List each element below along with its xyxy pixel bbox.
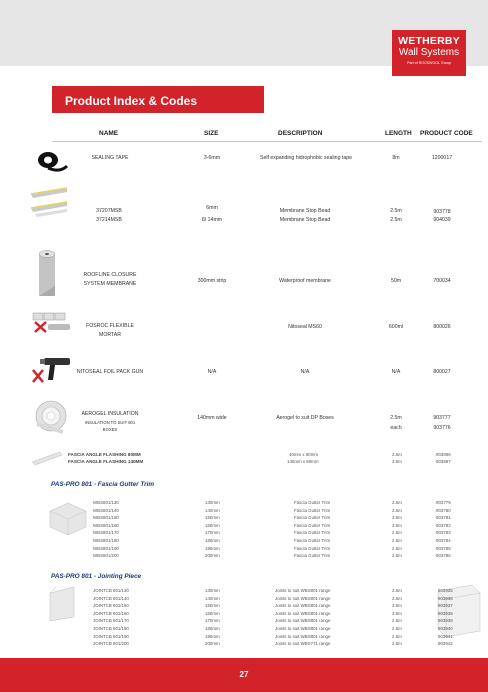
gutter-row-name: WBS801/180 xyxy=(93,538,119,543)
joint-row-description: Joints to suit WBS801 range xyxy=(275,603,331,609)
gutter-row-description: Fascia Gutter Trim xyxy=(294,507,331,513)
joint-row-size: 200mm xyxy=(205,641,220,647)
gutter-row-name: WBS801/170 xyxy=(93,530,119,536)
row2-code-2: 904039 xyxy=(433,217,451,223)
jointing-section-title: PAS-PRO 801 - Jointing Piece xyxy=(51,573,142,580)
joint-row-description: Joints to suit WBS801 range xyxy=(275,595,331,601)
joint-row-name: JOINTCB 801/150 xyxy=(93,603,129,609)
header-product-code: PRODUCT CODE xyxy=(420,130,473,137)
foil-pack-gun-image xyxy=(30,350,72,390)
logo-tagline: Part of ROCKWOOL Group xyxy=(407,61,451,65)
joint-row-description: Joints to suit WBS801 range xyxy=(275,610,331,616)
gutter-row-length: 2.5m xyxy=(392,500,402,505)
gutter-row-code: 903784 xyxy=(436,538,451,543)
row6-length-2: each xyxy=(390,425,402,431)
joint-row-description: Joints to suit WBS801 range xyxy=(275,588,331,593)
fascia-size-2: 140mm x 80mm xyxy=(287,459,319,464)
gutter-row-size: 130mm xyxy=(205,500,220,505)
row6-length-1: 2.5m xyxy=(390,415,402,421)
row5-length: N/A xyxy=(391,369,401,375)
gutter-row-length: 2.5m xyxy=(392,515,402,521)
row4-name-1: FOSROC FLEXIBLE xyxy=(86,323,134,329)
row4-length: 600ml xyxy=(388,324,404,330)
gutter-row-description: Fascia Gutter Trim xyxy=(294,553,331,559)
joint-row-name: JOINTCB 801/160 xyxy=(93,610,129,616)
membrane-roll-image xyxy=(30,246,64,302)
gutter-row-size: 150mm xyxy=(205,515,220,521)
joint-row-description: Joints to suit WBS771 range xyxy=(275,641,331,647)
joint-row-code: 903940 xyxy=(438,626,453,631)
joint-row-description: Joints to suit WBS801 range xyxy=(275,633,331,639)
joint-row-length: 2.5m xyxy=(392,626,402,631)
row5-code: 800027 xyxy=(433,369,451,375)
gutter-row-description: Fascia Gutter Trim xyxy=(294,530,331,536)
joint-row-description: Joints to suit WBS801 range xyxy=(275,618,331,624)
header-name: NAME xyxy=(99,130,119,137)
gutter-row-size: 140mm xyxy=(205,507,220,513)
gutter-row-length: 2.5m xyxy=(392,538,402,543)
fascia-length-1: 2.5m xyxy=(392,452,402,457)
joint-row-size: 190mm xyxy=(205,633,220,639)
gutter-row-code: 903781 xyxy=(436,515,451,521)
sealing-tape-roll-image xyxy=(34,146,68,176)
row2-length-1: 2.5m xyxy=(390,208,402,214)
row6-size: 140mm wide xyxy=(197,415,227,421)
jointing-piece-image xyxy=(44,583,78,623)
gutter-row-length: 2.5m xyxy=(392,507,402,513)
row6-name-3: BOXES xyxy=(102,427,118,432)
header-length: LENGTH xyxy=(385,130,412,137)
row6-description: Aerogel to suit DP Boxes xyxy=(276,415,334,421)
gutter-section-title: PAS-PRO 801 - Fascia Gutter Trim xyxy=(51,481,155,488)
fascia-name-2: FASCIA ANGLE FLASHING 140MM xyxy=(68,459,144,464)
gutter-row-code: 903785 xyxy=(436,545,451,551)
sealant-foil-pack-image xyxy=(32,310,72,340)
row2-description-1: Membrane Stop Bead xyxy=(279,208,331,214)
joint-row-name: JOINTCB 801/130 xyxy=(93,588,129,593)
row1-length: 8m xyxy=(392,155,400,161)
row4-description: Nitoseal MS60 xyxy=(288,324,322,330)
row4-name-2: MORTAR xyxy=(99,332,121,338)
row5-description: N/A xyxy=(300,369,310,375)
gutter-row-description: Fascia Gutter Trim xyxy=(294,515,331,521)
gutter-row-length: 2.5m xyxy=(392,522,402,528)
gutter-row-size: 200mm xyxy=(205,553,220,559)
row1-code: 1200017 xyxy=(431,155,453,161)
row1-description: Self expanding hidrophobic sealing tape xyxy=(259,155,352,161)
joint-row-size: 180mm xyxy=(205,626,220,631)
joint-row-name: JOINTCB 801/140 xyxy=(93,595,129,601)
joint-row-name: JOINTCB 801/180 xyxy=(93,626,129,631)
joint-row-name: JOINTCB 801/200 xyxy=(93,641,129,647)
row6-name-2: INSULATION TO SUIT 801 xyxy=(84,420,136,425)
joint-row-size: 130mm xyxy=(205,588,220,593)
joint-row-code: 903939 xyxy=(438,618,453,624)
row5-name: NITOSEAL FOIL PACK GUN xyxy=(76,369,144,375)
gutter-row-name: WBS801/140 xyxy=(93,507,119,513)
joint-row-length: 2.5m xyxy=(392,610,402,616)
aerogel-roll-image xyxy=(33,398,73,438)
joint-row-length: 2.5m xyxy=(392,588,402,593)
joint-row-code: 903936 xyxy=(438,595,453,601)
header-divider xyxy=(52,141,482,142)
fascia-code-2: 903897 xyxy=(436,459,451,464)
gutter-row-name: WBS801/190 xyxy=(93,545,119,551)
joint-row-code: 903937 xyxy=(438,603,453,609)
gutter-row-code: 903786 xyxy=(436,553,451,559)
row2-size-2: 8/ 14mm xyxy=(201,217,223,223)
row3-code: 700034 xyxy=(433,278,451,284)
fascia-code-1: 903896 xyxy=(436,452,451,457)
joint-row-code: 903941 xyxy=(438,633,453,639)
gutter-row-length: 2.5m xyxy=(392,530,402,536)
row1-size: 3-6mm xyxy=(203,155,221,161)
stop-bead-image xyxy=(27,186,69,224)
gutter-row-description: Fascia Gutter Trim xyxy=(294,545,331,551)
joint-row-name: JOINTCB 801/170 xyxy=(93,618,129,624)
header-size: SIZE xyxy=(204,130,219,137)
gutter-row-description: Fascia Gutter Trim xyxy=(294,522,331,528)
gutter-row-name: WBS801/160 xyxy=(93,522,119,528)
joint-row-code: 903942 xyxy=(438,641,453,647)
gutter-row-code: 903779 xyxy=(436,500,451,505)
joint-row-length: 2.5m xyxy=(392,618,402,624)
row2-name-1: 37207MSB xyxy=(96,208,122,214)
row6-code-2: 903776 xyxy=(433,425,451,431)
row1-name: SEALING TAPE xyxy=(91,155,129,161)
row5-size: N/A xyxy=(207,369,217,375)
header-description: DESCRIPTION xyxy=(278,130,323,137)
row2-length-2: 2.5m xyxy=(390,217,402,223)
gutter-row-size: 180mm xyxy=(205,538,220,543)
joint-row-name: JOINTCB 801/190 xyxy=(93,633,129,639)
row3-length: 50m xyxy=(390,278,402,284)
gutter-row-length: 2.5m xyxy=(392,553,402,559)
row4-code: 800026 xyxy=(433,324,451,330)
joint-row-length: 2.5m xyxy=(392,633,402,639)
gutter-row-code: 903783 xyxy=(436,530,451,536)
gutter-row-description: Fascia Gutter Trim xyxy=(294,500,331,505)
page-title: Product Index & Codes xyxy=(52,86,264,113)
gutter-row-size: 190mm xyxy=(205,545,220,551)
wetherby-logo xyxy=(392,30,466,76)
row3-name-2: SYSTEM MEMBRANE xyxy=(83,281,137,287)
joint-row-size: 140mm xyxy=(205,595,220,601)
gutter-row-code: 903780 xyxy=(436,507,451,513)
row2-name-2: 37214MSB xyxy=(96,217,122,223)
gutter-trim-image xyxy=(46,497,90,537)
logo-name-line1: WETHERBY xyxy=(398,35,460,47)
joint-row-size: 160mm xyxy=(205,610,220,616)
gutter-row-size: 170mm xyxy=(205,530,220,536)
row2-size-1: 6mm xyxy=(206,205,218,211)
row3-size: 300mm strip xyxy=(197,278,227,284)
gutter-row-name: WBS801/200 xyxy=(93,553,119,559)
joint-row-code: 903935 xyxy=(438,588,453,593)
gutter-row-name: WBS801/130 xyxy=(93,500,119,505)
page-number: 27 xyxy=(0,658,488,692)
gutter-row-description: Fascia Gutter Trim xyxy=(294,538,331,543)
row6-name-1: AEROGEL INSULATION xyxy=(81,411,139,417)
gutter-row-size: 160mm xyxy=(205,522,220,528)
gutter-row-length: 2.5m xyxy=(392,545,402,551)
fascia-name-1: FASCIA ANGLE FLASHING 80MM xyxy=(68,452,141,457)
fascia-size-1: 40mm x 80mm xyxy=(289,452,319,457)
fascia-flashing-image xyxy=(30,448,64,466)
joint-row-size: 170mm xyxy=(205,618,220,624)
row2-description-2: Membrane Stop Bead xyxy=(279,217,331,223)
joint-row-code: 903938 xyxy=(438,610,453,616)
logo-name-line2: Wall Systems xyxy=(398,47,460,58)
joint-row-size: 150mm xyxy=(205,603,220,609)
row6-code-1: 903777 xyxy=(433,415,451,421)
row3-name-1: ROOFLINE CLOSURE xyxy=(83,272,137,278)
joint-row-length: 2.5m xyxy=(392,595,402,601)
gutter-row-name: WBS801/150 xyxy=(93,515,119,521)
joint-row-length: 2.5m xyxy=(392,603,402,609)
row2-code-1: 903778 xyxy=(433,209,451,215)
gutter-row-code: 903782 xyxy=(436,522,451,528)
row3-description: Waterproof membrane xyxy=(279,278,331,284)
fascia-length-2: 2.5m xyxy=(392,459,402,464)
joint-row-length: 2.5m xyxy=(392,641,402,647)
joint-row-description: Joints to suit WBS801 range xyxy=(275,626,331,631)
